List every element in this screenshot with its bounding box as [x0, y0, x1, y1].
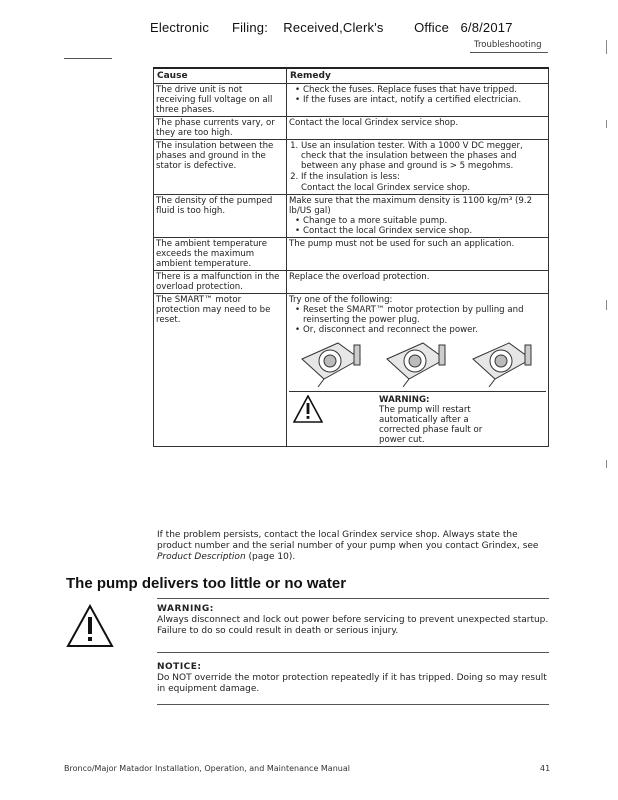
motor-plug-illustration — [298, 339, 366, 389]
section-heading: The pump delivers too little or no water — [66, 575, 347, 592]
remedy-bullet: • Change to a more suitable pump. — [303, 216, 546, 226]
scan-mark — [606, 300, 607, 310]
remedy-cell: Contact the local Grindex service shop. — [287, 117, 549, 140]
table-row — [154, 140, 549, 195]
remedy-step: 1. Use an insulation tester. With a 1000 V DC megger, check that the insulation between the phases and between any phase and ground is > 5 megohms. — [301, 141, 546, 171]
scan-mark — [606, 460, 607, 468]
persist-paragraph — [157, 530, 549, 563]
remedy-bullet: • Contact the local Grindex service shop. — [303, 226, 546, 236]
cause-cell: The phase currents vary, or they are too high. — [154, 117, 287, 140]
persist-tail: (page 10). — [245, 552, 296, 562]
remedy-cell — [287, 84, 549, 117]
remedy-step: 2. If the insulation is less: — [301, 172, 546, 182]
warning-rule — [157, 652, 549, 653]
warning-triangle-icon — [66, 604, 114, 648]
remedy-cell — [287, 294, 549, 447]
table-row — [154, 238, 549, 271]
motor-plug-illustration — [469, 339, 537, 389]
table-row — [154, 271, 549, 294]
table-row — [154, 84, 549, 117]
table-header-row — [154, 68, 549, 84]
remedy-text: Make sure that the maximum density is 1100 kg/m³ (9.2 lb/US gal) — [289, 196, 533, 216]
remedy-bullet: • If the fuses are intact, notify a certified electrician. — [303, 95, 546, 105]
remedy-bullet: • Or, disconnect and reconnect the power. — [303, 325, 546, 335]
scan-mark — [606, 120, 607, 128]
cause-cell: The drive unit is not receiving full voltage on all three phases. — [154, 84, 287, 117]
section-label: Troubleshooting — [474, 40, 542, 50]
remedy-bullet: • Check the fuses. Replace fuses that have tripped. — [303, 85, 546, 95]
persist-text: If the problem persists, contact the local Grindex service shop. Always state the product number and the serial number of your pump when you contact Grindex, see — [157, 530, 539, 551]
cause-cell: The SMART™ motor protection may need to be reset. — [154, 294, 287, 447]
scan-mark — [606, 40, 607, 54]
remedy-cell: Replace the overload protection. — [287, 271, 549, 294]
product-description-link[interactable]: Product Description — [157, 552, 246, 562]
header-rule-left — [64, 58, 112, 59]
cause-cell: The density of the pumped fluid is too high. — [154, 195, 287, 238]
filing-stamp: Electronic Filing: Received,Clerk's Office 6/8/2017 — [150, 20, 513, 35]
column-header-cause: Cause — [154, 68, 287, 84]
warning-label: WARNING: — [157, 604, 214, 614]
warning-box — [289, 391, 546, 445]
remedy-bullet: • Reset the SMART™ motor protection by pulling and reinserting the power plug. — [303, 305, 546, 325]
notice-label: NOTICE: — [157, 662, 202, 672]
heading-rule — [157, 598, 549, 599]
remedy-text: Try one of the following: — [289, 295, 393, 305]
column-header-remedy: Remedy — [287, 68, 549, 84]
notice-text: Do NOT override the motor protection repeatedly if it has tripped. Doing so may result in equipment damage. — [157, 673, 547, 694]
warning-text: Always disconnect and lock out power before servicing to prevent unexpected startup. Failure to do so could result in death or serious injury. — [157, 615, 549, 636]
cause-cell: The insulation between the phases and ground in the stator is defective. — [154, 140, 287, 195]
footer-manual-title: Bronco/Major Matador Installation, Operation, and Maintenance Manual — [64, 764, 350, 773]
cause-cell: The ambient temperature exceeds the maximum ambient temperature. — [154, 238, 287, 271]
header-rule — [470, 52, 548, 53]
table-row — [154, 294, 549, 447]
motor-plug-illustration — [383, 339, 451, 389]
cause-cell: There is a malfunction in the overload protection. — [154, 271, 287, 294]
footer-page-number: 41 — [540, 764, 551, 773]
notice-note — [157, 662, 549, 695]
notice-rule — [157, 704, 549, 705]
remedy-cell — [287, 140, 549, 195]
warning-label: WARNING: — [379, 395, 430, 405]
table-row — [154, 117, 549, 140]
table-row — [154, 195, 549, 238]
motor-illustrations — [289, 339, 546, 389]
warning-note — [157, 604, 549, 637]
warning-text: The pump will restart automatically after a corrected phase fault or power cut. — [379, 405, 483, 445]
warning-triangle-icon — [293, 395, 323, 423]
remedy-cell — [287, 195, 549, 238]
remedy-substep: Contact the local Grindex service shop. — [301, 183, 471, 193]
troubleshooting-table — [153, 67, 549, 447]
remedy-cell: The pump must not be used for such an application. — [287, 238, 549, 271]
